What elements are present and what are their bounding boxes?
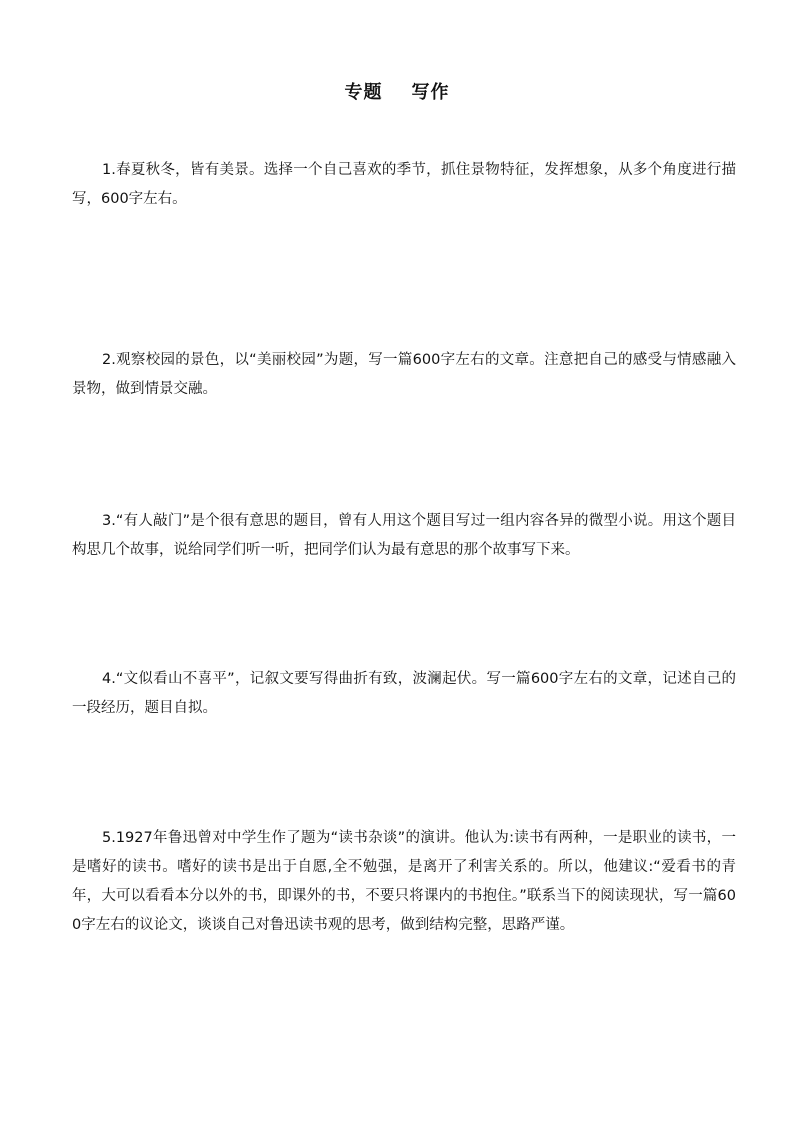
question-4: 4.“文似看山不喜平”，记叙文要写得曲折有致，波澜起伏。写一篇600字左右的文章，记述自己的一段经历，题目自拟。 xyxy=(72,671,736,716)
question-5: 5.1927年鲁迅曾对中学生作了题为“读书杂谈”的演讲。他认为:读书有两种，一是职业的读书，一是嗜好的读书。嗜好的读书是出于自愿,全不勉强，是离开了利害关系的。所以，他建议:“爱看书的青年，大可以看看本分以外的书，即课外的书，不要只将课内的书抱住。”联系当下的阅读现状，写一篇600字左右的议论文，谈谈自己对鲁迅读书观的思考，做到结构完整，思路严谨。 xyxy=(72,830,736,933)
question-3: 3.“有人敲门”是个很有意思的题目，曾有人用这个题目写过一组内容各异的微型小说。用这个题目构思几个故事，说给同学们听一听，把同学们认为最有意思的那个故事写下来。 xyxy=(72,513,736,558)
question-2: 2.观察校园的景色，以“美丽校园”为题，写一篇600字左右的文章。注意把自己的感受与情感融入景物，做到情景交融。 xyxy=(72,352,736,397)
question-1: 1.春夏秋冬，皆有美景。选择一个自己喜欢的季节，抓住景物特征，发挥想象，从多个角度进行描写，600字左右。 xyxy=(72,162,736,207)
page-title: 专题 写作 xyxy=(344,82,450,103)
